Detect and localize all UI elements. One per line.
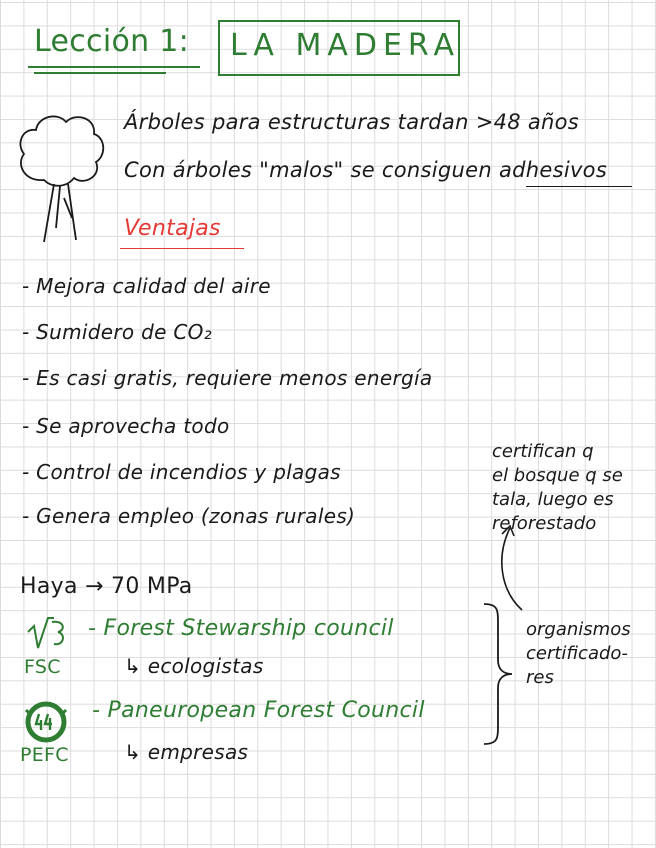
note-line: el bosque q se — [492, 465, 623, 486]
list-item: - Genera empleo (zonas rurales) — [22, 504, 356, 528]
pefc-name: - Paneuropean Forest Council — [92, 698, 425, 723]
note-line: tala, luego es — [492, 489, 614, 510]
intro-line-2 — [124, 158, 607, 182]
org-line: certificado- — [526, 643, 628, 664]
haya-strength: Haya → 70 MPa — [20, 574, 193, 599]
org-line: res — [526, 667, 554, 688]
list-item: - Mejora calidad del aire — [22, 274, 271, 298]
tree-icon — [14, 108, 110, 248]
adhesivos-underline — [526, 186, 632, 187]
fsc-audience: ↳ ecologistas — [124, 654, 264, 678]
organisms-note — [526, 618, 631, 690]
pefc-audience: ↳ empresas — [124, 740, 249, 764]
adhesivos-word: adhesivos — [498, 158, 608, 182]
list-item: - Sumidero de CO₂ — [22, 320, 212, 344]
ventajas-heading: Ventajas — [124, 216, 221, 241]
note-line: certifican q — [492, 441, 594, 462]
title-underline — [28, 66, 200, 68]
list-item: - Se aprovecha todo — [22, 414, 230, 438]
title-underline-2 — [34, 72, 166, 74]
pefc-label: PEFC — [20, 744, 69, 766]
fsc-name: - Forest Stewarship council — [88, 616, 394, 641]
fsc-tree-check-icon — [24, 614, 70, 654]
pefc-logo-icon — [22, 700, 70, 744]
lesson-title: Lección 1: — [34, 24, 190, 59]
org-line: organismos — [526, 619, 631, 640]
curly-brace-icon — [478, 600, 518, 748]
list-item: - Es casi gratis, requiere menos energía — [22, 366, 433, 390]
topic-title: LA MADERA — [230, 28, 461, 63]
note-line: reforestado — [492, 513, 597, 534]
ventajas-underline — [120, 248, 244, 249]
intro-line-2-text: Con árboles "malos" se consiguen — [124, 158, 499, 182]
list-item: - Control de incendios y plagas — [22, 460, 341, 484]
intro-line-1: Árboles para estructuras tardan >48 años — [124, 110, 580, 134]
fsc-label: FSC — [24, 656, 61, 678]
